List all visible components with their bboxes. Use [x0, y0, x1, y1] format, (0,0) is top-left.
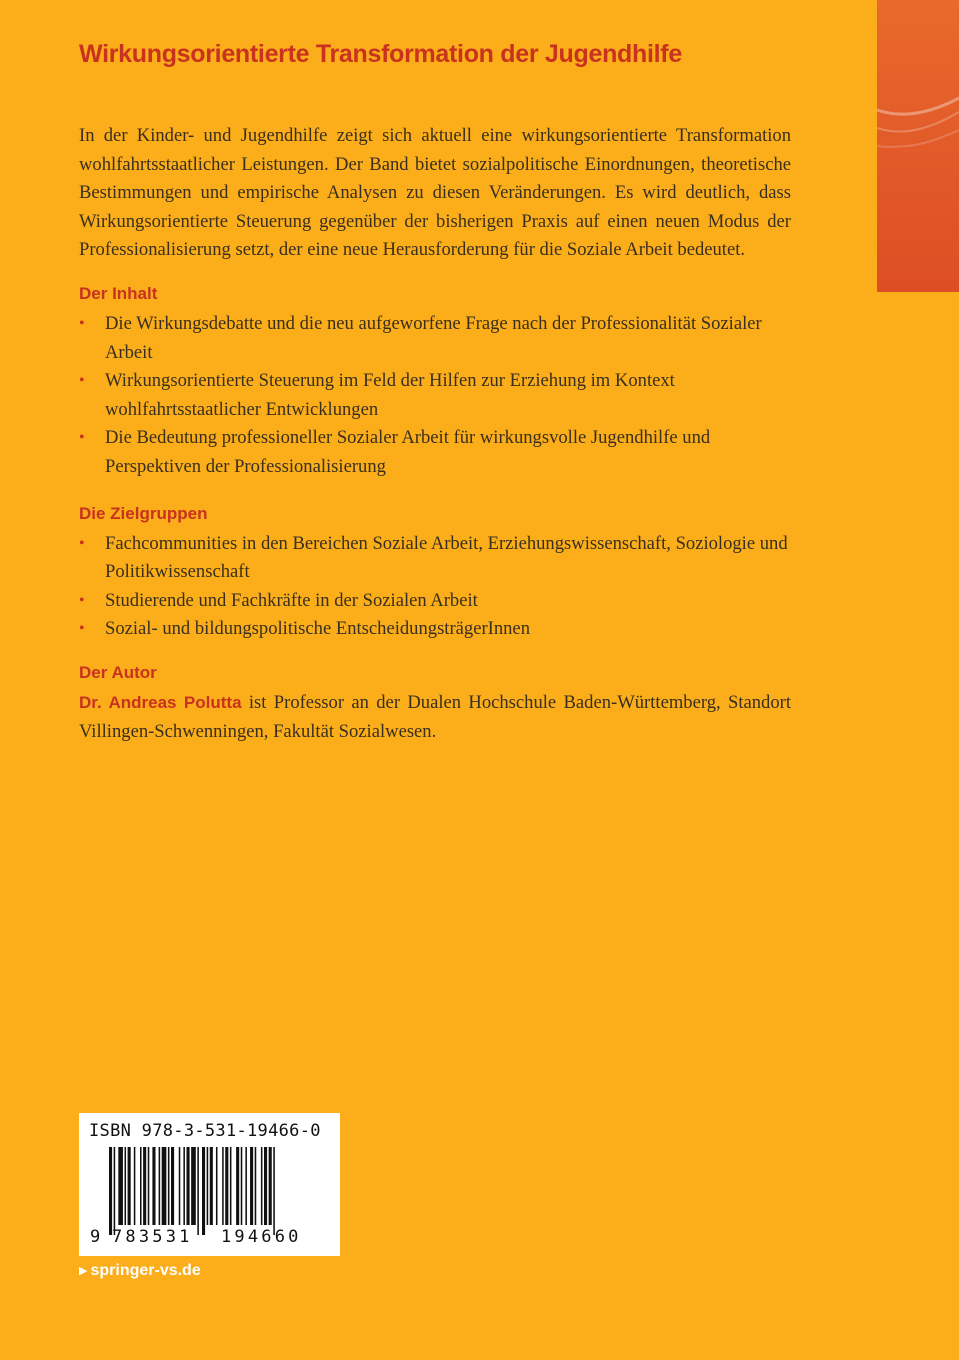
list-item-text: Die Wirkungsdebatte und die neu aufgeworfene Frage nach der Professionalität Sozialer Arbeit: [105, 312, 762, 363]
list-item: [79, 530, 791, 587]
barcode-bar: [114, 1147, 116, 1235]
bullet-icon: •: [79, 620, 85, 638]
back-cover-content: [79, 122, 791, 746]
barcode-bar: [179, 1147, 181, 1225]
list-item: [79, 615, 791, 644]
section-heading-autor: Der Autor: [79, 662, 157, 682]
barcode-bar: [261, 1147, 263, 1225]
barcode-digit-first: 9: [90, 1227, 101, 1247]
barcode-bar: [245, 1147, 247, 1225]
barcode-bar: [241, 1147, 243, 1225]
barcode-bar: [222, 1147, 224, 1225]
list-item: [79, 310, 791, 367]
bullet-icon: •: [79, 372, 85, 390]
corner-swoosh-graphic: [877, 0, 959, 292]
barcode-bar: [143, 1147, 146, 1225]
author-paragraph: [79, 689, 791, 746]
barcode-bar: [210, 1147, 213, 1225]
barcode-bar: [148, 1147, 150, 1225]
publisher-website[interactable]: [79, 1262, 201, 1280]
isbn-barcode-box: [79, 1113, 340, 1256]
barcode-bar: [128, 1147, 131, 1225]
bullet-icon: •: [79, 314, 85, 332]
barcode-bar: [202, 1147, 205, 1235]
barcode-bar: [269, 1147, 272, 1225]
barcode-bar: [216, 1147, 218, 1225]
list-item: [79, 367, 791, 424]
list-item-text: Wirkungsorientierte Steuerung im Feld der Hilfen zur Erziehung im Kontext wohlfahrtsstaatlicher Entwicklungen: [105, 370, 675, 420]
isbn-label: ISBN 978-3-531-19466-0: [89, 1121, 321, 1141]
barcode-bar: [168, 1147, 170, 1225]
barcode-digits: [79, 1227, 340, 1253]
section-heading-inhalt: Der Inhalt: [79, 283, 158, 303]
barcode-bar: [187, 1147, 190, 1225]
barcode-bar: [225, 1147, 228, 1225]
arrow-right-icon: ▶: [79, 1265, 88, 1277]
zielgruppen-list: [79, 530, 791, 644]
barcode-bar: [183, 1147, 185, 1225]
barcode-digit-group-right: 194660: [221, 1227, 302, 1247]
barcode-bar: [109, 1147, 112, 1235]
list-item-text: Sozial- und bildungspolitische EntscheidungsträgerInnen: [105, 618, 530, 640]
barcode-digit-group-left: 783531: [112, 1227, 193, 1247]
intro-paragraph: In der Kinder- und Jugendhilfe zeigt sich aktuell eine wirkungsorientierte Transformation wohlfahrtsstaatlicher Leistungen. Der Band bietet sozialpolitische Einordnungen, theoretische Bestimmungen und empirische Analysen zu diesen Veränderungen. Es wird deutlich, dass Wirkungsorientierte Steuerung gegenüber der bisherigen Praxis auf einen neuen Modus der Professionalisierung setzt, der eine neue Herausforderung für die Soziale Arbeit bedeutet.: [79, 125, 791, 261]
barcode-bar: [230, 1147, 232, 1225]
barcode-bar: [273, 1147, 275, 1235]
barcode-bar: [264, 1147, 267, 1225]
barcode-bar: [171, 1147, 174, 1225]
barcode-bar: [255, 1147, 257, 1225]
bullet-icon: •: [79, 429, 85, 447]
author-bio: ist Professor an der Dualen Hochschule Baden-Württemberg, Standort Villingen-Schwenningen, Fakultät Sozialwesen.: [79, 691, 791, 742]
barcode-bar: [207, 1147, 209, 1225]
website-text: springer-vs.de: [90, 1262, 201, 1279]
bullet-icon: •: [79, 591, 85, 609]
section-heading-zielgruppen: Die Zielgruppen: [79, 503, 208, 523]
barcode-bar: [118, 1147, 123, 1225]
barcode-bar: [250, 1147, 253, 1225]
barcode-bar: [140, 1147, 142, 1225]
list-item: [79, 587, 791, 616]
author-name: Dr. Andreas Polutta: [79, 692, 242, 712]
list-item-text: Fachcommunities in den Bereichen Soziale Arbeit, Erziehungswissenschaft, Soziologie und Politikwissenschaft: [105, 532, 788, 583]
barcode-bar: [162, 1147, 167, 1225]
inhalt-list: [79, 310, 791, 482]
barcode-bar: [236, 1147, 239, 1225]
corner-decoration: [877, 0, 959, 292]
barcode-bar: [125, 1147, 127, 1225]
list-item: [79, 424, 791, 481]
bullet-icon: •: [79, 534, 85, 552]
barcode-bar: [191, 1147, 196, 1225]
list-item-text: Studierende und Fachkräfte in der Sozialen Arbeit: [105, 589, 478, 611]
barcode-bar: [134, 1147, 136, 1225]
book-title: Wirkungsorientierte Transformation der Jugendhilfe: [79, 40, 682, 68]
barcode-bar: [197, 1147, 199, 1235]
barcode-bar: [152, 1147, 155, 1225]
barcode-bar: [159, 1147, 161, 1225]
list-item-text: Die Bedeutung professioneller Sozialer Arbeit für wirkungsvolle Jugendhilfe und Perspektiven der Professionalisierung: [105, 427, 711, 477]
